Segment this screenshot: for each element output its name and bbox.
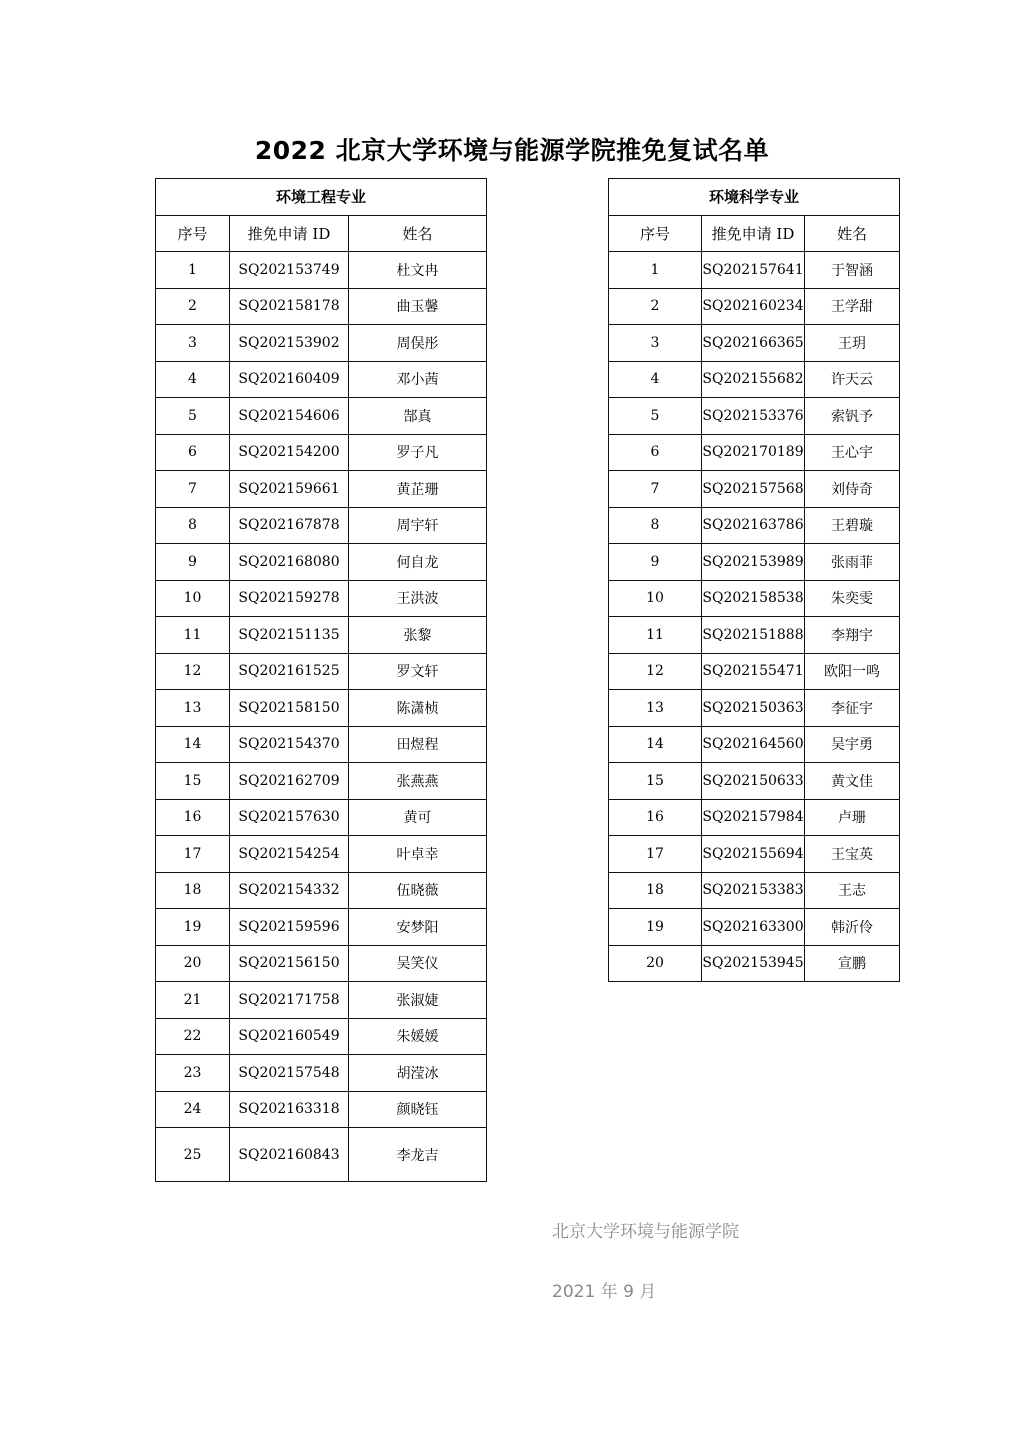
cell-application-id: SQ202151888 (702, 617, 805, 654)
cell-name: 吴宇勇 (805, 726, 900, 763)
cell-name: 于智涵 (805, 252, 900, 289)
table-row (609, 690, 900, 727)
cell-application-id: SQ202154370 (230, 726, 349, 763)
cell-index: 2 (609, 288, 702, 325)
cell-application-id: SQ202159596 (230, 909, 349, 946)
cell-index: 24 (156, 1091, 230, 1128)
table-row (609, 580, 900, 617)
cell-index: 9 (156, 544, 230, 581)
cell-name: 伍晓薇 (349, 872, 487, 909)
table-row (609, 471, 900, 508)
table-row (609, 836, 900, 873)
cell-name: 王志 (805, 872, 900, 909)
col-header-name: 姓名 (349, 215, 487, 252)
cell-application-id: SQ202157630 (230, 799, 349, 836)
cell-index: 3 (609, 325, 702, 362)
cell-application-id: SQ202153383 (702, 872, 805, 909)
cell-application-id: SQ202154332 (230, 872, 349, 909)
cell-application-id: SQ202153749 (230, 252, 349, 289)
cell-name: 邓小茜 (349, 361, 487, 398)
cell-name: 黄文佳 (805, 763, 900, 800)
cell-name: 李龙吉 (349, 1128, 487, 1182)
cell-name: 安梦阳 (349, 909, 487, 946)
cell-index: 13 (156, 690, 230, 727)
table-row (609, 252, 900, 289)
engineering-table (155, 178, 487, 1182)
cell-name: 张燕燕 (349, 763, 487, 800)
cell-name: 张雨菲 (805, 544, 900, 581)
header-row (156, 215, 487, 252)
cell-index: 2 (156, 288, 230, 325)
cell-name: 周俣彤 (349, 325, 487, 362)
col-header-id: 推免申请 ID (230, 215, 349, 252)
cell-index: 10 (156, 580, 230, 617)
cell-application-id: SQ202158150 (230, 690, 349, 727)
cell-application-id: SQ202154254 (230, 836, 349, 873)
cell-index: 5 (609, 398, 702, 435)
cell-name: 罗文轩 (349, 653, 487, 690)
cell-name: 周宇轩 (349, 507, 487, 544)
table-row (156, 726, 487, 763)
table-row (609, 544, 900, 581)
cell-index: 5 (156, 398, 230, 435)
table-row (609, 507, 900, 544)
cell-name: 王心宇 (805, 434, 900, 471)
table-row (609, 361, 900, 398)
cell-name: 陈潇桢 (349, 690, 487, 727)
cell-application-id: SQ202164560 (702, 726, 805, 763)
table-row (156, 434, 487, 471)
table-row (156, 507, 487, 544)
table-row (156, 653, 487, 690)
table-row (156, 361, 487, 398)
table-row (156, 617, 487, 654)
table-row (609, 398, 900, 435)
cell-application-id: SQ202160409 (230, 361, 349, 398)
cell-name: 颜晓钰 (349, 1091, 487, 1128)
cell-name: 朱奕雯 (805, 580, 900, 617)
cell-application-id: SQ202160549 (230, 1018, 349, 1055)
table-row (609, 799, 900, 836)
table-row (156, 1091, 487, 1128)
cell-application-id: SQ202157641 (702, 252, 805, 289)
cell-name: 叶卓幸 (349, 836, 487, 873)
cell-index: 9 (609, 544, 702, 581)
cell-index: 17 (156, 836, 230, 873)
cell-application-id: SQ202154200 (230, 434, 349, 471)
cell-application-id: SQ202153989 (702, 544, 805, 581)
cell-name: 曲玉馨 (349, 288, 487, 325)
table-row (609, 909, 900, 946)
cell-name: 刘侍奇 (805, 471, 900, 508)
major-row (156, 179, 487, 216)
cell-name: 李翔宇 (805, 617, 900, 654)
cell-application-id: SQ202157548 (230, 1055, 349, 1092)
major-title: 环境科学专业 (609, 179, 900, 216)
cell-name: 何自龙 (349, 544, 487, 581)
cell-index: 20 (609, 945, 702, 982)
cell-index: 23 (156, 1055, 230, 1092)
science-table (608, 178, 900, 982)
table-row (609, 434, 900, 471)
cell-application-id: SQ202153376 (702, 398, 805, 435)
cell-application-id: SQ202170189 (702, 434, 805, 471)
cell-index: 20 (156, 945, 230, 982)
table-row (156, 580, 487, 617)
cell-application-id: SQ202158538 (702, 580, 805, 617)
table-row (156, 288, 487, 325)
cell-name: 索钒予 (805, 398, 900, 435)
cell-index: 3 (156, 325, 230, 362)
cell-name: 张黎 (349, 617, 487, 654)
cell-application-id: SQ202166365 (702, 325, 805, 362)
table-row (156, 763, 487, 800)
table-row (156, 252, 487, 289)
cell-index: 1 (156, 252, 230, 289)
cell-application-id: SQ202161525 (230, 653, 349, 690)
table-row (156, 799, 487, 836)
cell-index: 4 (156, 361, 230, 398)
cell-index: 10 (609, 580, 702, 617)
table-row (609, 617, 900, 654)
table-row (156, 945, 487, 982)
table-row (609, 763, 900, 800)
cell-index: 7 (609, 471, 702, 508)
col-header-name: 姓名 (805, 215, 900, 252)
cell-index: 15 (156, 763, 230, 800)
table-row (156, 1055, 487, 1092)
cell-application-id: SQ202150363 (702, 690, 805, 727)
cell-index: 18 (609, 872, 702, 909)
cell-name: 黄芷珊 (349, 471, 487, 508)
table-row (156, 690, 487, 727)
major-row (609, 179, 900, 216)
cell-name: 欧阳一鸣 (805, 653, 900, 690)
cell-index: 22 (156, 1018, 230, 1055)
cell-index: 7 (156, 471, 230, 508)
cell-application-id: SQ202163300 (702, 909, 805, 946)
cell-application-id: SQ202159278 (230, 580, 349, 617)
cell-index: 4 (609, 361, 702, 398)
cell-name: 王碧璇 (805, 507, 900, 544)
cell-index: 12 (156, 653, 230, 690)
cell-index: 19 (609, 909, 702, 946)
major-title: 环境工程专业 (156, 179, 487, 216)
cell-name: 杜文冉 (349, 252, 487, 289)
cell-index: 17 (609, 836, 702, 873)
table-row (609, 726, 900, 763)
table-row (156, 471, 487, 508)
cell-application-id: SQ202160843 (230, 1128, 349, 1182)
cell-index: 16 (156, 799, 230, 836)
cell-index: 25 (156, 1128, 230, 1182)
cell-index: 11 (609, 617, 702, 654)
cell-application-id: SQ202171758 (230, 982, 349, 1019)
cell-application-id: SQ202168080 (230, 544, 349, 581)
table-row (609, 288, 900, 325)
cell-index: 1 (609, 252, 702, 289)
cell-application-id: SQ202157984 (702, 799, 805, 836)
cell-name: 许天云 (805, 361, 900, 398)
header-row (609, 215, 900, 252)
cell-application-id: SQ202163786 (702, 507, 805, 544)
page-title: 2022 北京大学环境与能源学院推免复试名单 (254, 136, 770, 165)
cell-index: 11 (156, 617, 230, 654)
cell-application-id: SQ202162709 (230, 763, 349, 800)
cell-application-id: SQ202151135 (230, 617, 349, 654)
cell-name: 朱媛媛 (349, 1018, 487, 1055)
cell-application-id: SQ202163318 (230, 1091, 349, 1128)
cell-application-id: SQ202157568 (702, 471, 805, 508)
cell-application-id: SQ202159661 (230, 471, 349, 508)
cell-index: 14 (609, 726, 702, 763)
cell-index: 6 (156, 434, 230, 471)
table-row (156, 872, 487, 909)
cell-index: 14 (156, 726, 230, 763)
cell-name: 王学甜 (805, 288, 900, 325)
cell-name: 王玥 (805, 325, 900, 362)
col-header-id: 推免申请 ID (702, 215, 805, 252)
cell-index: 12 (609, 653, 702, 690)
cell-name: 田煜程 (349, 726, 487, 763)
cell-index: 13 (609, 690, 702, 727)
table-row (156, 1018, 487, 1055)
cell-application-id: SQ202155682 (702, 361, 805, 398)
table-row (156, 1128, 487, 1182)
table-row (609, 653, 900, 690)
cell-name: 王宝英 (805, 836, 900, 873)
cell-name: 宣鹏 (805, 945, 900, 982)
table-row (156, 544, 487, 581)
cell-application-id: SQ202150633 (702, 763, 805, 800)
table-row (156, 836, 487, 873)
cell-name: 张淑婕 (349, 982, 487, 1019)
cell-name: 胡滢冰 (349, 1055, 487, 1092)
cell-index: 8 (609, 507, 702, 544)
cell-name: 王洪波 (349, 580, 487, 617)
table-row (156, 325, 487, 362)
cell-name: 吴笑仪 (349, 945, 487, 982)
cell-application-id: SQ202156150 (230, 945, 349, 982)
footer-organization: 北京大学环境与能源学院 (552, 1222, 739, 1242)
cell-index: 21 (156, 982, 230, 1019)
cell-name: 李征宇 (805, 690, 900, 727)
cell-index: 6 (609, 434, 702, 471)
cell-application-id: SQ202160234 (702, 288, 805, 325)
cell-index: 16 (609, 799, 702, 836)
cell-name: 郜真 (349, 398, 487, 435)
table-row (609, 945, 900, 982)
cell-name: 罗子凡 (349, 434, 487, 471)
cell-application-id: SQ202153945 (702, 945, 805, 982)
cell-index: 18 (156, 872, 230, 909)
footer-date: 2021 年 9 月 (552, 1282, 657, 1302)
cell-name: 卢珊 (805, 799, 900, 836)
cell-application-id: SQ202153902 (230, 325, 349, 362)
cell-name: 黄可 (349, 799, 487, 836)
table-row (156, 909, 487, 946)
table-row (609, 325, 900, 362)
cell-name: 韩沂伶 (805, 909, 900, 946)
cell-index: 19 (156, 909, 230, 946)
cell-index: 15 (609, 763, 702, 800)
col-header-index: 序号 (156, 215, 230, 252)
cell-index: 8 (156, 507, 230, 544)
cell-application-id: SQ202158178 (230, 288, 349, 325)
table-row (156, 982, 487, 1019)
cell-application-id: SQ202167878 (230, 507, 349, 544)
table-row (609, 872, 900, 909)
col-header-index: 序号 (609, 215, 702, 252)
cell-application-id: SQ202154606 (230, 398, 349, 435)
cell-application-id: SQ202155694 (702, 836, 805, 873)
table-row (156, 398, 487, 435)
cell-application-id: SQ202155471 (702, 653, 805, 690)
